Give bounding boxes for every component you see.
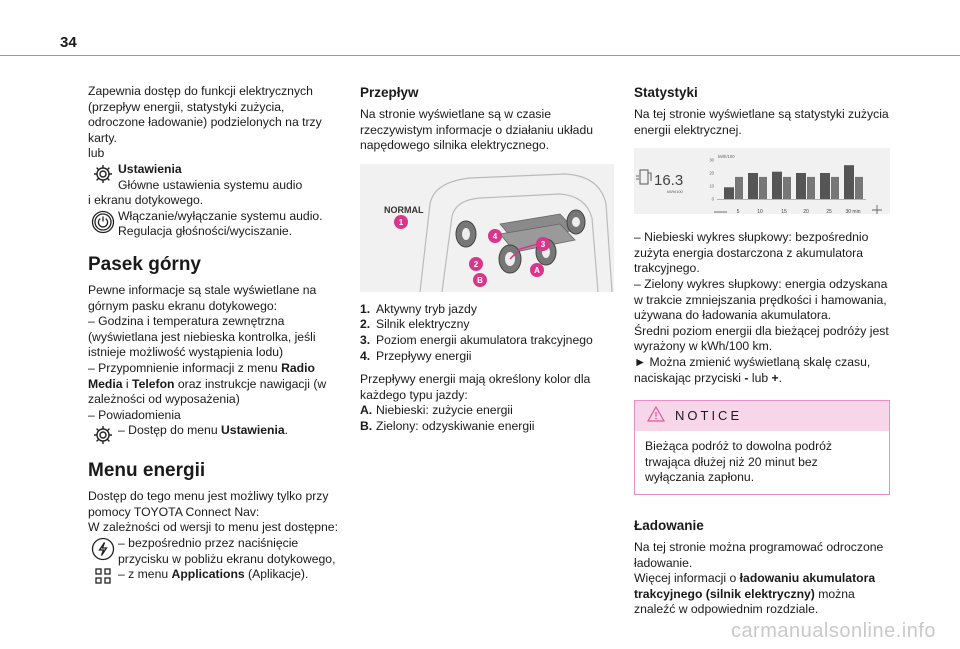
- heading-top-bar: Pasek górny: [88, 253, 201, 275]
- heading-statistics: Statystyki: [634, 85, 698, 100]
- column-2: [360, 84, 614, 435]
- top-bar-settings-row: [88, 423, 338, 446]
- stats-scale-instruction: ► Można zmienić wyświetlaną skalę czasu, naciskając przyciski - lub +.: [634, 354, 871, 385]
- zoom-in-icon: [872, 205, 882, 214]
- top-bar-item-1: – Godzina i temperatura zewnętrzna (wyświetlana jest niebieska kontrolka, jeśli istnieje możliwość wystąpienia lodu): [88, 314, 316, 360]
- header-rule: [0, 55, 960, 56]
- y-tick-label: 0: [711, 196, 714, 202]
- stats-value: 16.3: [654, 172, 684, 190]
- statistics-chart: [634, 148, 890, 214]
- regen-bar: [759, 177, 767, 199]
- consumption-bar: [748, 173, 758, 199]
- power-row: [88, 209, 338, 240]
- stats-item-2: – Zielony wykres słupkowy: energia odzyskana w trakcie zmniejszania prędkości i hamowania, używana do ładowania akumulatora.: [634, 276, 888, 323]
- x-tick-label: 10: [757, 209, 763, 215]
- watermark-footer: carmanualsonline.info: [730, 620, 936, 642]
- marker-3: 3: [540, 239, 546, 249]
- y-tick-label: 30: [709, 157, 714, 163]
- charging-p2: Więcej informacji o ładowaniu akumulatora trakcyjnego (silnik elektryczny) można znaleźć w odpowiednim rozdziale.: [634, 571, 876, 617]
- colors-intro: Przepływy energii mają określony kolor dla każdego typu jazdy:: [360, 372, 591, 402]
- flow-intro: Na stronie wyświetlane są w czasie rzeczywistym informacje o działaniu układu napędowego silnika elektrycznego.: [360, 107, 594, 153]
- notice-text: Bieżąca podróż to dowolna podróż trwająca dłużej niż 20 minut bez wyłączania zapłonu.: [645, 439, 832, 485]
- statistics-intro: Na tej stronie wyświetlane są statystyki zużycia energii elektrycznej.: [634, 107, 889, 137]
- apps-grid-icon: [88, 567, 118, 584]
- notice-title: NOTICE: [675, 408, 743, 424]
- list-item: 4. Przepływy energii: [360, 348, 472, 363]
- flow-legend-list: [360, 302, 614, 364]
- column-3: [634, 84, 890, 618]
- marker-4: 4: [492, 231, 498, 241]
- x-tick-label: 25: [826, 209, 832, 215]
- marker-2: 2: [473, 259, 479, 269]
- power-text: Włączanie/wyłączanie systemu audio. Regulacja głośności/wyciszanie.: [118, 208, 323, 239]
- energy-item-2-row: [88, 567, 338, 584]
- energy-intro: Dostęp do tego menu jest możliwy tylko przy pomocy TOYOTA Connect Nav:: [88, 489, 329, 519]
- regen-bar: [807, 177, 815, 199]
- energy-item-1-row: [88, 536, 338, 567]
- settings-line2: i ekranu dotykowego.: [88, 193, 204, 208]
- consumption-bar: [820, 173, 830, 199]
- consumption-bar: [724, 187, 734, 199]
- settings-line1: Główne ustawienia systemu audio: [118, 177, 303, 192]
- warning-icon: [647, 406, 665, 427]
- heading-flow: Przepływ: [360, 85, 419, 100]
- marker-a: A: [534, 265, 540, 275]
- charging-p1: Na tej stronie można programować odroczone ładowanie.: [634, 539, 884, 570]
- top-bar-item-2: – Przypomnienie informacji z menu Radio Media i Telefon oraz instrukcje nawigacji (w zależności od wyposażenia): [88, 360, 327, 407]
- heading-charging: Ładowanie: [634, 517, 704, 533]
- top-bar-item-3: – Powiadomienia: [88, 407, 181, 422]
- top-bar-settings-text: – Dostęp do menu Ustawienia.: [118, 423, 289, 438]
- column-1: [88, 84, 338, 584]
- y-tick-label: 20: [709, 170, 714, 176]
- y-tick-label: 10: [709, 183, 714, 189]
- fuel-pump-icon: [636, 170, 651, 184]
- x-tick-label: 5: [736, 209, 740, 215]
- notice-box: [634, 400, 890, 495]
- list-item: B. Zielony: odzyskiwanie energii: [360, 418, 535, 433]
- heading-energy-menu: Menu energii: [88, 460, 206, 482]
- energy-item-2: – z menu Applications (Aplikacje).: [118, 567, 309, 582]
- marker-1: 1: [398, 217, 404, 227]
- intro-paragraph: Zapewnia dostęp do funkcji elektrycznych (przepływ energii, statystyki zużycia, odroczone ładowanie) podzielonych na trzy karty.: [88, 84, 322, 145]
- settings-row: [88, 162, 338, 193]
- regen-bar: [831, 177, 839, 199]
- regen-bar: [783, 177, 791, 199]
- stats-average: Średni poziom energii dla bieżącej podróży jest wyrażony w kWh/100 km.: [634, 323, 889, 354]
- list-item: A. Niebieski: zużycie energii: [360, 403, 513, 418]
- gear-icon: [88, 423, 118, 446]
- energy-item-1: – bezpośrednio przez naciśnięcie przycisku w pobliżu ekranu dotykowego,: [118, 536, 336, 566]
- regen-bar: [735, 177, 743, 199]
- list-item: 1. Aktywny tryb jazdy: [360, 301, 477, 316]
- y-axis-unit: kWh/100: [718, 154, 735, 160]
- regen-bar: [855, 177, 863, 199]
- lightning-icon: [88, 536, 118, 561]
- energy-flow-illustration: [360, 164, 614, 292]
- x-tick-label: 30 min: [845, 209, 861, 215]
- consumption-bar: [796, 173, 806, 199]
- mode-label: NORMAL: [384, 204, 424, 215]
- or-text: lub: [88, 146, 105, 161]
- stats-unit: kWh/100: [667, 189, 683, 195]
- page-number: 34: [60, 34, 77, 51]
- notice-header: [635, 401, 889, 431]
- x-tick-label: 15: [781, 209, 787, 215]
- energy-line2: W zależności od wersji to menu jest dostępne:: [88, 520, 338, 535]
- marker-b: B: [477, 275, 483, 285]
- top-bar-intro: Pewne informacje są stale wyświetlane na górnym pasku ekranu dotykowego:: [88, 282, 317, 313]
- consumption-bar: [844, 165, 854, 199]
- list-item: 2. Silnik elektryczny: [360, 317, 470, 332]
- gear-icon: [88, 162, 118, 185]
- stats-item-1: – Niebieski wykres słupkowy: bezpośrednio zużyta energia dostarczona z akumulatora trakcyjnego.: [634, 230, 869, 276]
- settings-title: Ustawienia: [118, 161, 182, 176]
- consumption-bar: [772, 172, 782, 199]
- list-item: 3. Poziom energii akumulatora trakcyjnego: [360, 332, 593, 347]
- x-tick-label: 20: [803, 209, 809, 215]
- power-icon: [88, 209, 118, 234]
